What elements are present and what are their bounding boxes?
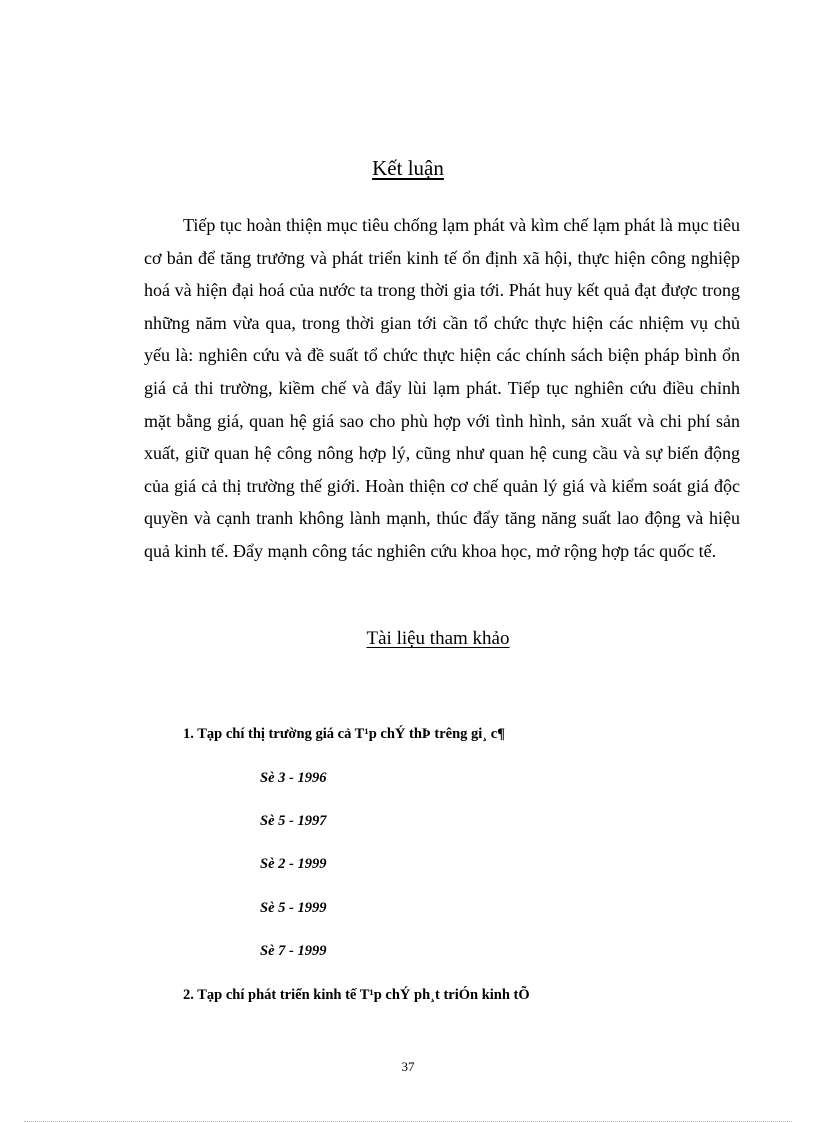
conclusion-paragraph: Tiếp tục hoàn thiện mục tiêu chống lạm phát và kìm chế lạm phát là mục tiêu cơ bản để tăng trưởng và phát triển kinh tế ổn định xã hội, thực hiện công nghiệp hoá và hiện đại hoá của nước ta trong thời gia tới. Phát huy kết quả đạt được trong những năm vừa qua, trong thời gian tới cần tổ chức thực hiện các nhiệm vụ chủ yếu là: nghiên cứu và đề suất tổ chức thực hiện các chính sách biện pháp bình ổn giá cả thi trường, kiềm chế và đẩy lùi lạm phát. Tiếp tục nghiên cứu điều chỉnh mặt bằng giá, quan hệ giá sao cho phù hợp với tình hình, sản xuất và chi phí sản xuất, giữ quan hệ công nông hợp lý, cũng như quan hệ cung cầu và sự biến động của giá cả thị trường thế giới. Hoàn thiện cơ chế quản lý giá và kiểm soát giá độc quyền và cạnh tranh không lành mạnh, thúc đẩy tăng năng suất lao động và hiệu quả kinh tế. Đẩy mạnh công tác nghiên cứu khoa học, mở rộng hợp tác quốc tế. bbox=[144, 215, 740, 561]
references-heading: Tài liệu tham khảo bbox=[366, 628, 510, 649]
reference-issue: Sè 7 - 1999 bbox=[260, 943, 327, 959]
reference-issue: Sè 5 - 1999 bbox=[260, 900, 327, 916]
reference-issue: Sè 3 - 1996 bbox=[260, 770, 327, 786]
reference-issue: Sè 5 - 1997 bbox=[260, 813, 327, 829]
page-bottom-divider bbox=[24, 1121, 792, 1122]
reference-item-2: 2. Tạp chí phát triển kinh tế T¹p chÝ ph¸t triÓn kinh tÕ bbox=[183, 987, 530, 1003]
page-title: Kết luận bbox=[372, 156, 444, 180]
page-number: 37 bbox=[401, 1059, 415, 1074]
reference-item-1: 1. Tạp chí thị trường giá cả T¹p chÝ thÞ trêng gi¸ c¶ bbox=[183, 726, 506, 742]
reference-issue: Sè 2 - 1999 bbox=[260, 856, 327, 872]
